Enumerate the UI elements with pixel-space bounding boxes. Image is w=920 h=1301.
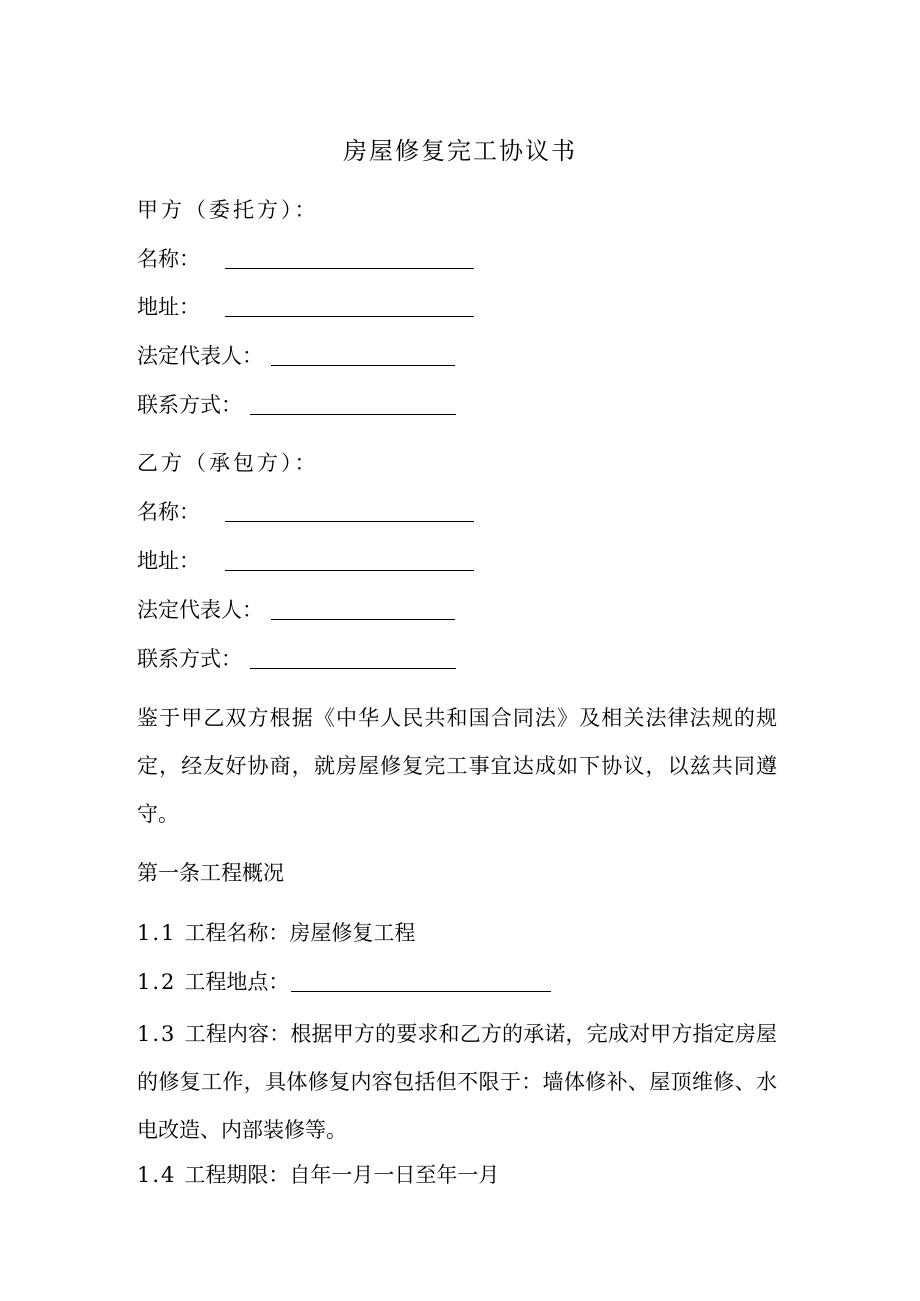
party-a-contact-label: 联系方式： xyxy=(137,393,242,417)
party-a-heading: 甲方（委托方）： xyxy=(137,198,319,222)
party-b-heading: 乙方（承包方）： xyxy=(137,451,319,475)
preamble-paragraph: 鉴于甲乙双方根据《中华人民共和国合同法》及相关法律法规的规定，经友好协商，就房屋修复完工事宜达成如下协议，以兹共同遵守。 xyxy=(137,706,777,826)
clause-1-1-number: 1.1 xyxy=(137,921,177,945)
clause-1-2-number: 1.2 xyxy=(137,970,177,994)
party-b-address-row xyxy=(137,545,474,577)
document-title: 房屋修复完工协议书 xyxy=(343,137,577,165)
clause-1-1-text: 工程名称：房屋修复工程 xyxy=(184,921,416,945)
party-a-address-label: 地址： xyxy=(137,295,200,319)
party-b-contact-row xyxy=(137,643,456,675)
party-b-rep-blank xyxy=(271,597,455,620)
clause-1-4-text: 工程期限：自年一月一日至年一月 xyxy=(184,1163,500,1187)
article-1-heading: 第一条工程概况 xyxy=(137,861,284,885)
party-a-rep-label: 法定代表人： xyxy=(137,344,263,368)
party-b-name-row xyxy=(137,496,474,528)
party-a-contact-blank xyxy=(250,392,456,415)
party-a-address-blank xyxy=(225,294,474,317)
clause-1-2-text: 工程地点： xyxy=(184,970,290,994)
party-a-rep-row xyxy=(137,340,455,372)
clause-1-3 xyxy=(137,1010,777,1154)
party-b-address-blank xyxy=(225,548,474,571)
party-b-name-blank xyxy=(225,499,474,522)
clause-1-2 xyxy=(137,966,551,998)
party-b-address-label: 地址： xyxy=(137,549,200,573)
party-b-rep-row xyxy=(137,594,455,626)
party-b-contact-blank xyxy=(250,646,456,669)
party-a-address-row xyxy=(137,291,474,323)
clause-1-4-number: 1.4 xyxy=(137,1163,177,1187)
party-a-contact-row xyxy=(137,389,456,421)
party-b-contact-label: 联系方式： xyxy=(137,647,242,671)
clause-1-1 xyxy=(137,917,415,949)
party-a-name-row xyxy=(137,243,474,275)
party-a-rep-blank xyxy=(271,343,455,366)
party-b-name-label: 名称： xyxy=(137,500,200,524)
clause-1-3-text: 工程内容：根据甲方的要求和乙方的承诺，完成对甲方指定房屋的修复工作，具体修复内容包括但不限于：墙体修补、屋顶维修、水电改造、内部装修等。 xyxy=(137,1022,777,1142)
clause-1-2-blank xyxy=(291,969,551,992)
party-a-name-label: 名称： xyxy=(137,247,200,271)
party-a-name-blank xyxy=(225,246,474,269)
clause-1-4 xyxy=(137,1159,499,1191)
clause-1-3-number: 1.3 xyxy=(137,1022,177,1046)
party-b-rep-label: 法定代表人： xyxy=(137,598,263,622)
